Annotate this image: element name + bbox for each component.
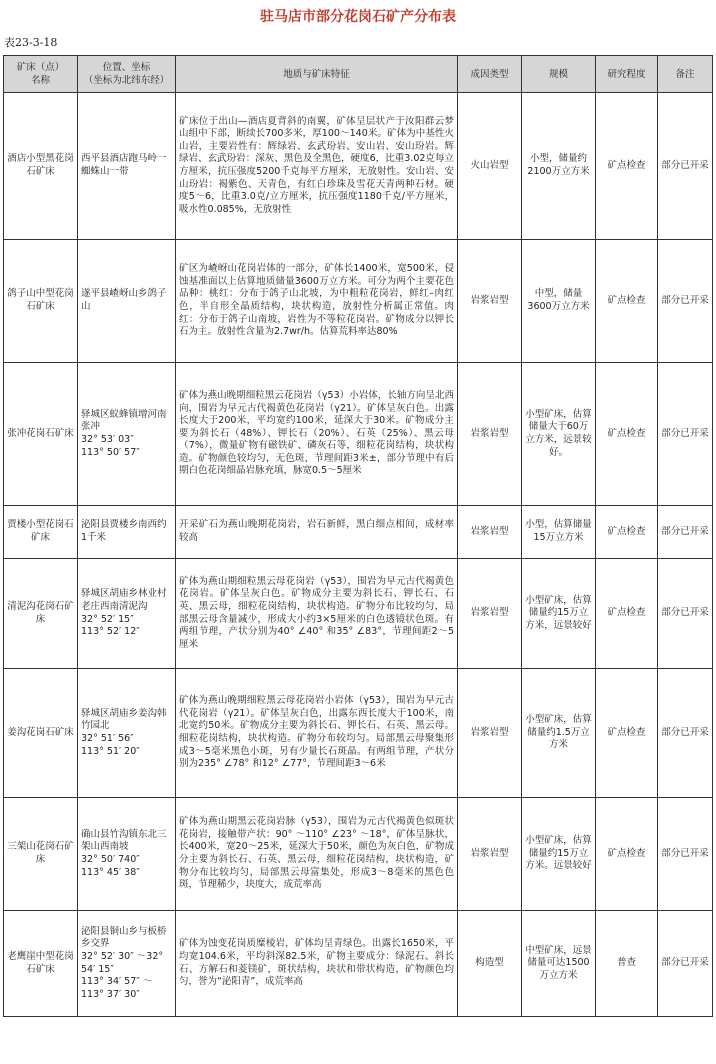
deposit-genesis: 构造型 [458, 911, 522, 1017]
deposit-location: 驿城区胡庙乡林业村老庄西南清泥沟 32° 52′ 15″ 113° 52′ 12″ [78, 559, 176, 669]
table-number: 表23-3-18 [4, 36, 58, 49]
deposit-geology: 开采矿石为燕山晚期花岗岩，岩石新鲜，黑白细点相间，成材率较高 [176, 506, 458, 559]
deposit-genesis: 岩浆岩型 [458, 506, 522, 559]
deposit-genesis: 岩浆岩型 [458, 669, 522, 798]
deposit-name: 酒店小型黑花岗石矿床 [4, 93, 78, 240]
deposit-note: 部分已开采 [658, 93, 713, 240]
deposit-name: 鸽子山中型花岗石矿床 [4, 240, 78, 363]
table-row [4, 669, 713, 798]
deposit-note: 部分已开采 [658, 363, 713, 506]
deposit-genesis: 岩浆岩型 [458, 240, 522, 363]
deposit-genesis: 岩浆岩型 [458, 363, 522, 506]
deposit-geology: 矿体为燕山期细粒黑云母花岗岩（γ53），围岩为早元古代褐黄色花岗岩。矿体呈灰白色。矿物成分主要为斜长石、钾长石、石英、黑云母，细粒花岗结构，块状构造。矿物分布比较均匀，局部黑云母含量减少，形成大小约3×5厘米的白色透镜状色斑。有两组节理，产状分别为40° ∠40° 和35° ∠83°，节理间距2～5厘米 [176, 559, 458, 669]
deposit-location: 西平县酒店跑马岭一蜘蛛山一带 [78, 93, 176, 240]
deposit-name: 清泥沟花岗石矿床 [4, 559, 78, 669]
header-geology: 地质与矿床特征 [176, 56, 458, 93]
deposit-name: 三架山花岗石矿床 [4, 798, 78, 911]
deposit-scale: 小型，储量约2100万立方米 [522, 93, 596, 240]
deposit-geology: 矿体为燕山晚期细粒黑云花岗岩（γ53）小岩体，长轴方向呈北西向，围岩为早元古代褐黄色花岗岩（γ21）。矿体呈灰白色。出露长度大于200米，平均宽约100米，延深大于30米。矿物成分主要为斜长石（48%）、钾长石（20%）、石英（25%）、黑云母（7%），微量矿物有磁铁矿、磷灰石等，细粒花岗结构，块状构造。矿物颜色较均匀，无色斑，节理间距3米±，部分节理中有后期白色花岗细晶岩脉充填，脉宽0.5～5厘米 [176, 363, 458, 506]
deposit-geology: 矿体为燕山期黑云花岗岩脉（γ53），围岩为元古代褐黄色似斑状花岗岩，接触带产状：90° ～110° ∠23° ～18°，矿体呈脉状，长400米，宽20～25米，延深大于50米，颜色为灰白色，矿物成分主要为斜长石、石英、黑云母，细粒花岗结构，块状构造，矿物分布比较均匀，局部黑云母富集处，形成3～8毫米的黑色色斑，节理稀少，块度大，成荒率高 [176, 798, 458, 911]
table-row [4, 93, 713, 240]
deposit-study: 矿点检查 [596, 559, 658, 669]
header-scale: 规模 [522, 56, 596, 93]
deposit-geology: 矿体为燕山晚期细粒黑云母花岗岩小岩体（γ53），围岩为早元古代花岗岩（γ21）。矿体呈灰白色，出露东西长度大于100米，南北宽约50米。矿物成分主要为斜长石、钾长石、石英、黑云母。细粒花岗结构，块状构造。矿物分布较均匀。局部黑云母聚集形成3～5毫米黑色小斑，另有少量长石斑晶。有两组节理，产状分别为235° ∠78° 和12° ∠77°，节理间距3～6米 [176, 669, 458, 798]
deposit-scale: 小型矿床，估算储量约15万立方米。远景较好 [522, 798, 596, 911]
deposit-genesis: 岩浆岩型 [458, 798, 522, 911]
deposit-geology: 矿区为嵖岈山花岗岩体的一部分，矿体长1400米，宽500米，侵蚀基准面以上估算地质储量3600万立方米。可分为两个主要花色品种：桃红：分布于鸽子山北坡，为中粗粒花岗岩，鲜红–肉红色，半自形全晶质结构，块状构造，放射性分析属正常值。肉红：分布于鸽子山南坡，岩性为不等粒花岗岩。矿物成分以钾长石为主。放射性含量为2.7wr/h。估算荒料率达80% [176, 240, 458, 363]
deposit-location: 驿城区蚁蜂镇增河南张冲 32° 53′ 03″ 113° 50′ 57″ [78, 363, 176, 506]
table-header-row [4, 56, 713, 93]
table-row [4, 506, 713, 559]
deposit-note: 部分已开采 [658, 911, 713, 1017]
table-row [4, 240, 713, 363]
deposit-scale: 小型矿床，估算储量约15万立方米，远景较好 [522, 559, 596, 669]
deposit-table [3, 55, 713, 1017]
table-row [4, 798, 713, 911]
page-title: 驻马店市部分花岗石矿产分布表 [260, 9, 456, 25]
deposit-scale: 小型矿床，估算储量约1.5万立方米 [522, 669, 596, 798]
deposit-study: 矿点检查 [596, 240, 658, 363]
deposit-scale: 小型，估算储量15万立方米 [522, 506, 596, 559]
deposit-study: 矿点检查 [596, 669, 658, 798]
deposit-note: 部分已开采 [658, 240, 713, 363]
deposit-genesis: 火山岩型 [458, 93, 522, 240]
header-genesis: 成因类型 [458, 56, 522, 93]
table-row [4, 363, 713, 506]
deposit-name: 张冲花岗石矿床 [4, 363, 78, 506]
deposit-study: 矿点检查 [596, 93, 658, 240]
deposit-location: 驿城区胡庙乡姜沟韩竹园北 32° 51′ 56″ 113° 51′ 20″ [78, 669, 176, 798]
deposit-location: 确山县竹沟镇东北三架山西南坡 32° 50′ 740″ 113° 45′ 38″ [78, 798, 176, 911]
deposit-name: 姜沟花岗石矿床 [4, 669, 78, 798]
deposit-location: 泌阳县铜山乡与板桥乡交界 32° 52′ 30″ ～32° 54′ 15″ 113° 34′ 57″ ～113° 37′ 30″ [78, 911, 176, 1017]
deposit-location: 遂平县嵖岈山乡鸽子山 [78, 240, 176, 363]
deposit-scale: 中型，储量3600万立方米 [522, 240, 596, 363]
deposit-name: 贾楼小型花岗石矿床 [4, 506, 78, 559]
deposit-study: 矿点检查 [596, 363, 658, 506]
header-note: 备注 [658, 56, 713, 93]
deposit-genesis: 岩浆岩型 [458, 559, 522, 669]
header-study: 研究程度 [596, 56, 658, 93]
deposit-study: 矿点检查 [596, 798, 658, 911]
header-name: 矿床（点） 名称 [4, 56, 78, 93]
deposit-geology: 矿体为蚀变花岗质糜棱岩，矿体均呈青绿色。出露长1650米，平均宽104.6米，平均斜深82.5米，矿物主要成分：绿泥石、斜长石、方解石和菱镁矿，斑状结构，块状和带状构造，矿物颜色均匀，誉为“泌阳青”，成荒率高 [176, 911, 458, 1017]
deposit-note: 部分已开采 [658, 559, 713, 669]
deposit-geology: 矿床位于出山—酒店夏背斜的南翼，矿体呈层状产于汝阳群云梦山组中下部，断续长700多米，厚100～140米。矿体为中基性火山岩，主要岩性有：辉绿岩、玄武玢岩、安山岩、安山玢岩。辉绿岩、玄武玢岩：深灰、黑色及全黑色，硬度6，比重3.02克每立方厘米，抗压强度5200千克每平方厘米，无放射性。安山岩、安山玢岩：褐紫色、天青色，有红白珍珠及雪花天青两种石材。硬度5～6，比重3.0克/立方厘米，抗压强度1180千克/平方厘米，吸水性0.085%，无放射性 [176, 93, 458, 240]
deposit-note: 部分已开采 [658, 798, 713, 911]
deposit-study: 矿点检查 [596, 506, 658, 559]
deposit-note: 部分已开采 [658, 669, 713, 798]
deposit-location: 泌阳县贾楼乡南西约1千米 [78, 506, 176, 559]
table-row [4, 911, 713, 1017]
table-row [4, 559, 713, 669]
header-location: 位置、坐标 （坐标为北纬东经） [78, 56, 176, 93]
deposit-scale: 中型矿床，远景储量可达1500万立方米 [522, 911, 596, 1017]
deposit-name: 老鹰崖中型花岗石矿床 [4, 911, 78, 1017]
deposit-study: 普查 [596, 911, 658, 1017]
deposit-scale: 小型矿床，估算储量大于60万立方米，远景较好。 [522, 363, 596, 506]
deposit-note: 部分已开采 [658, 506, 713, 559]
